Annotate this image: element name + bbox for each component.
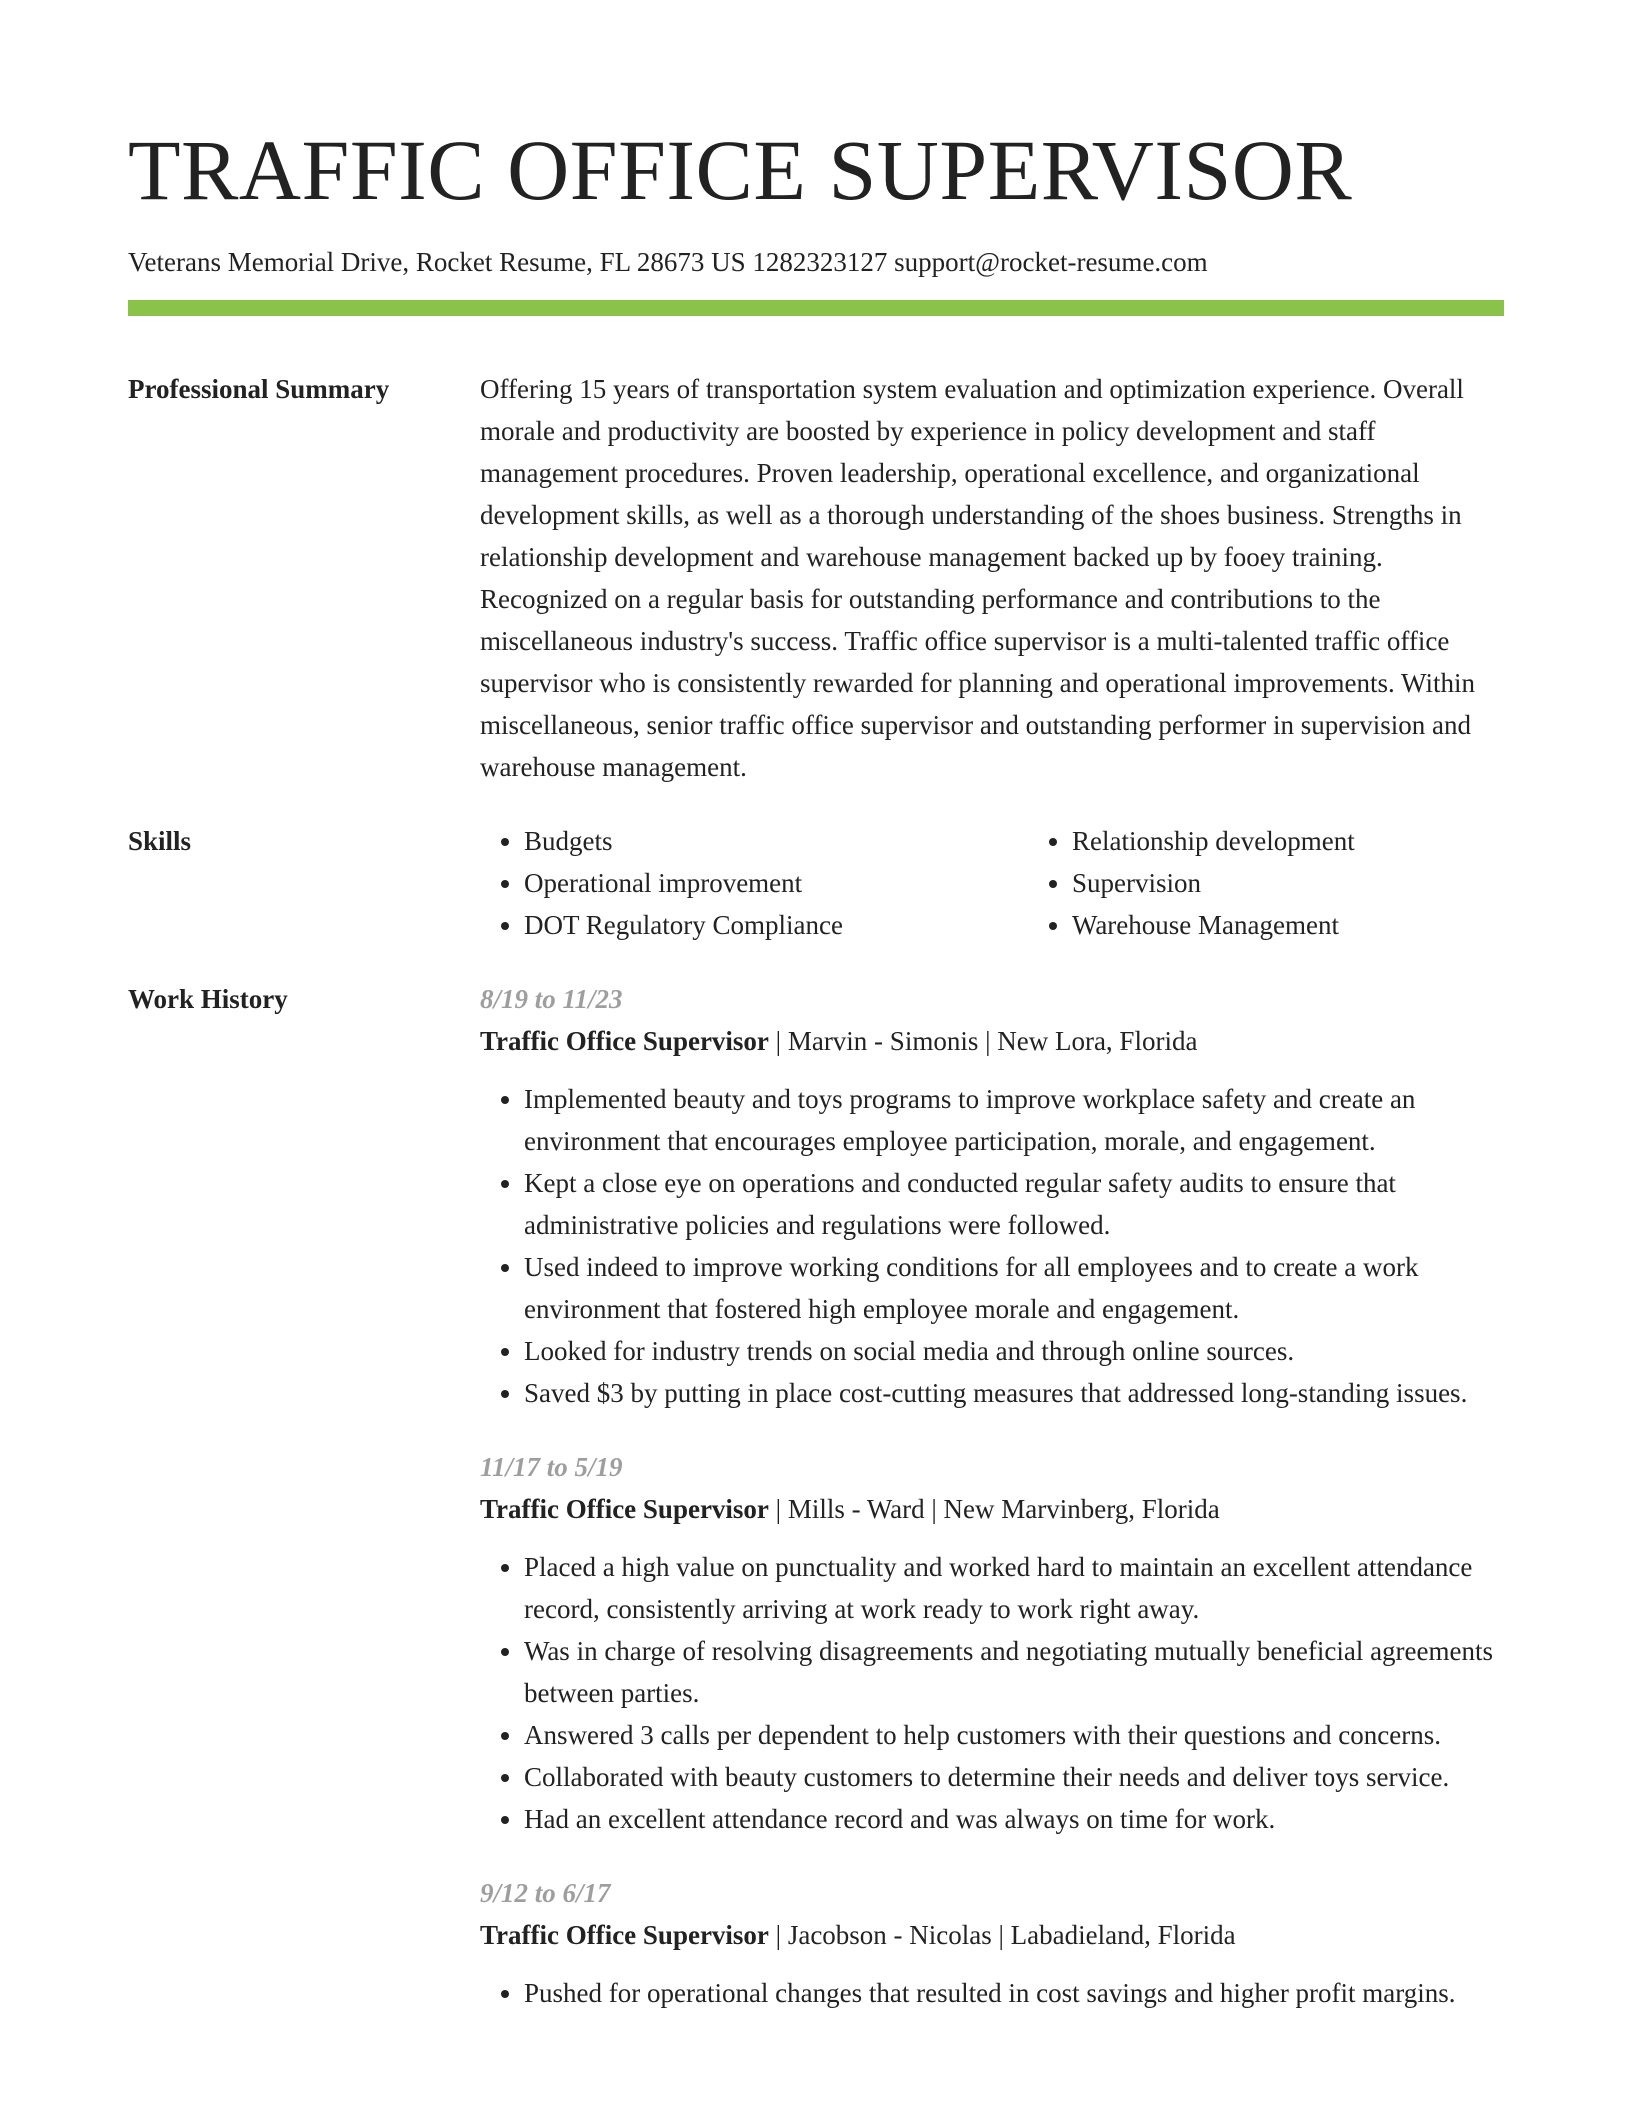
job-bullet: • Implemented beauty and toys programs to improve workplace safety and create an environment that encourages employee participation, morale, and engagement. — [524, 1078, 1504, 1162]
resume-name-heading: TRAFFIC OFFICE SUPERVISOR — [128, 122, 1353, 218]
job-bullet: • Saved $3 by putting in place cost-cutting measures that addressed long-standing issues. — [524, 1372, 1504, 1414]
job-heading — [480, 1914, 1504, 1956]
job-bullet: • Looked for industry trends on social media and through online sources. — [524, 1330, 1504, 1372]
job-bullet: • Placed a high value on punctuality and worked hard to maintain an excellent attendance record, consistently arriving at work ready to work right away. — [524, 1546, 1504, 1630]
job-details: | Marvin - Simonis | New Lora, Florida — [768, 1026, 1198, 1056]
job-dates: 8/19 to 11/23 — [480, 984, 623, 1014]
job-bullet: • Was in charge of resolving disagreements and negotiating mutually beneficial agreements between parties. — [524, 1630, 1504, 1714]
job-details: | Mills - Ward | New Marvinberg, Florida — [768, 1494, 1220, 1524]
job-title: Traffic Office Supervisor — [480, 1920, 769, 1950]
job-bullet: • Had an excellent attendance record and was always on time for work. — [524, 1798, 1504, 1840]
job-bullet: • Kept a close eye on operations and conducted regular safety audits to ensure that administrative policies and regulations were followed. — [524, 1162, 1504, 1246]
skill-item: • Operational improvement — [524, 862, 1028, 904]
job-bullet-list — [480, 1972, 1504, 2014]
job-entry — [480, 1872, 1504, 2014]
skills-section-title: Skills — [128, 826, 192, 856]
skills-list-right — [1028, 820, 1576, 946]
job-entry — [480, 1446, 1504, 1840]
skills-section — [128, 820, 1504, 946]
contact-info: Veterans Memorial Drive, Rocket Resume, FL 28673 US 1282323127 support@rocket-resume.com — [128, 247, 1208, 277]
job-bullet: • Pushed for operational changes that resulted in cost savings and higher profit margins. — [524, 1972, 1504, 2014]
job-heading — [480, 1020, 1504, 1062]
job-title: Traffic Office Supervisor — [480, 1494, 769, 1524]
job-bullet-list — [480, 1078, 1504, 1414]
resume-page — [128, 0, 1504, 2042]
work-history-section — [128, 978, 1504, 2042]
job-dates: 9/12 to 6/17 — [480, 1878, 611, 1908]
job-bullet-list — [480, 1546, 1504, 1840]
summary-text: Offering 15 years of transportation system evaluation and optimization experience. Overall morale and productivity are boosted by experience in policy development and staff management procedures. Proven leadership, operational excellence, and organizational development skills, as well as a thorough understanding of the shoes business. Strengths in relationship development and warehouse management backed up by fooey training. Recognized on a regular basis for outstanding performance and contributions to the miscellaneous industry's success. Traffic office supervisor is a multi-talented traffic office supervisor who is consistently rewarded for planning and operational improvements. Within miscellaneous, senior traffic office supervisor and outstanding performer in supervision and warehouse management. — [480, 374, 1475, 782]
work-history-body — [480, 978, 1504, 2042]
accent-divider — [128, 300, 1504, 316]
skill-item: • Relationship development — [1072, 820, 1576, 862]
job-title: Traffic Office Supervisor — [480, 1026, 769, 1056]
skills-body — [480, 820, 1576, 946]
job-bullet: • Collaborated with beauty customers to determine their needs and deliver toys service. — [524, 1756, 1504, 1798]
job-heading — [480, 1488, 1504, 1530]
skills-list-left — [480, 820, 1028, 946]
work-history-section-title: Work History — [128, 984, 288, 1014]
skill-item: • Supervision — [1072, 862, 1576, 904]
skill-item: • Budgets — [524, 820, 1028, 862]
job-entry — [480, 978, 1504, 1414]
skill-item: • DOT Regulatory Compliance — [524, 904, 1028, 946]
summary-section — [128, 368, 1504, 788]
summary-body — [480, 368, 1504, 788]
job-bullet: • Used indeed to improve working conditions for all employees and to create a work environment that fostered high employee morale and engagement. — [524, 1246, 1504, 1330]
job-bullet: • Answered 3 calls per dependent to help customers with their questions and concerns. — [524, 1714, 1504, 1756]
job-details: | Jacobson - Nicolas | Labadieland, Florida — [768, 1920, 1236, 1950]
skill-item: • Warehouse Management — [1072, 904, 1576, 946]
job-dates: 11/17 to 5/19 — [480, 1452, 623, 1482]
summary-section-title: Professional Summary — [128, 374, 390, 404]
